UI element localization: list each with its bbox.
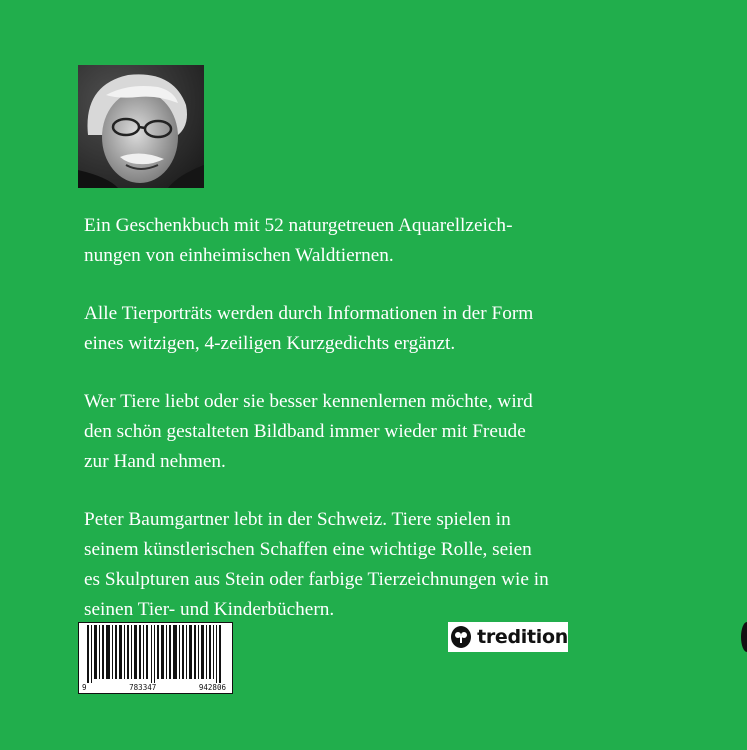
isbn-barcode	[78, 622, 233, 694]
back-cover-text	[84, 211, 644, 653]
edge-mark-icon	[741, 622, 747, 652]
description-paragraph-1: Ein Geschenkbuch mit 52 naturgetreuen Aquarellzeich- nungen von einheimischen Waldtiernen.	[84, 215, 513, 266]
isbn-digit-prefix: 9	[82, 683, 87, 692]
isbn-digits	[79, 683, 232, 693]
publisher-logo	[448, 622, 568, 652]
description-paragraph-2: Alle Tierporträts werden durch Informationen in der Form eines witzigen, 4-zeiligen Kurzgedichts ergänzt.	[84, 303, 534, 354]
tree-logo-icon	[451, 626, 471, 648]
isbn-digit-group-2: 942806	[198, 683, 226, 692]
author-photo	[78, 65, 204, 188]
publisher-name: tredition	[477, 626, 568, 648]
description-paragraph-3: Wer Tiere liebt oder sie besser kennenlernen möchte, wird den schön gestalteten Bildband immer wieder mit Freude zur Hand nehmen.	[84, 391, 533, 472]
barcode-bars	[79, 623, 232, 685]
author-bio-paragraph: Peter Baumgartner lebt in der Schweiz. Tiere spielen in seinem künstlerischen Schaffen eine wichtige Rolle, seien es Skulpturen aus Stein oder farbige Tierzeichnungen wie in seinen Tier- und Kinderbüchern.	[84, 509, 549, 620]
isbn-digit-group-1: 783347	[129, 683, 157, 692]
